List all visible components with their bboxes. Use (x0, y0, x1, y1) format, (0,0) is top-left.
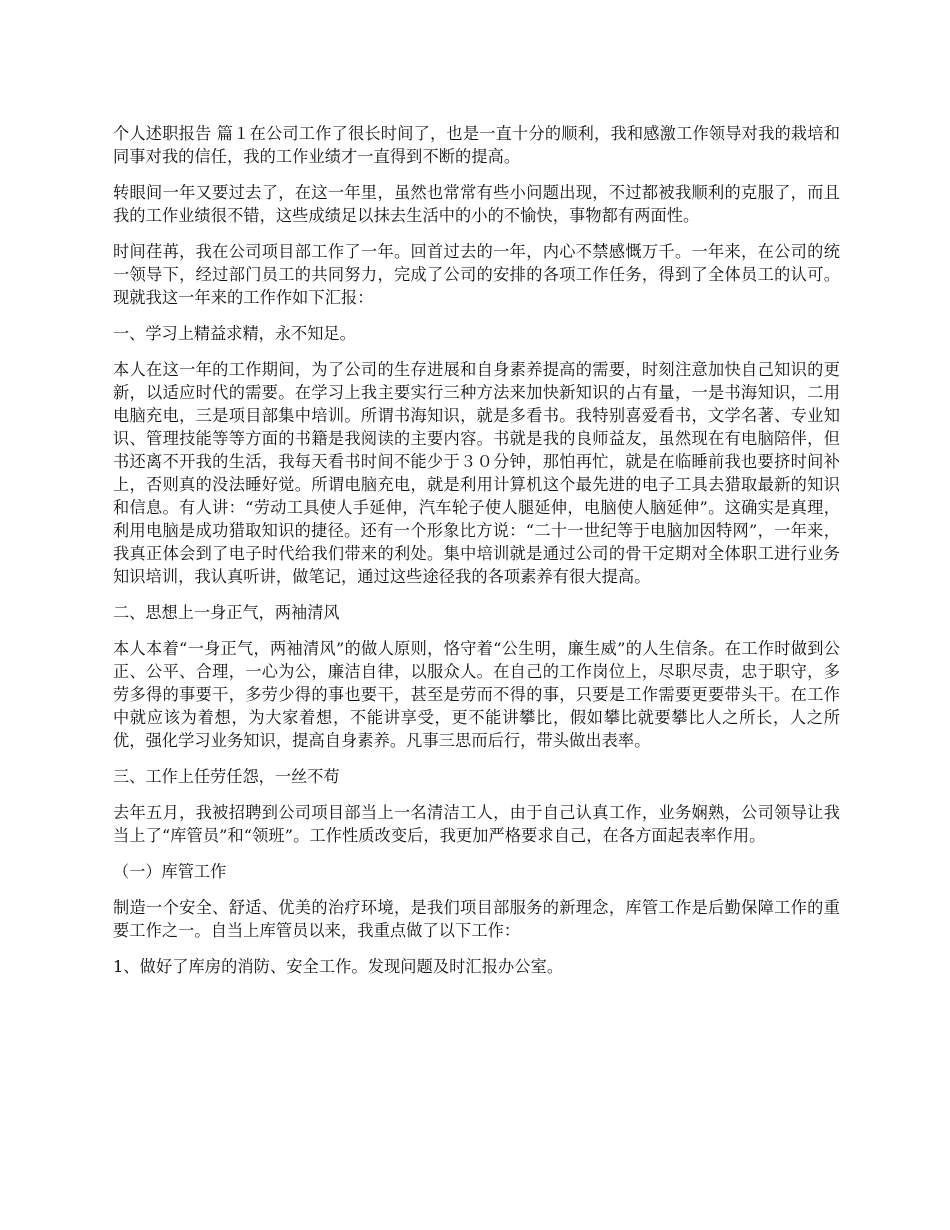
body-paragraph: 时间荏苒，我在公司项目部工作了一年。回首过去的一年，内心不禁感慨万千。一年来，在公司的统一领导下，经过部门员工的共同努力，完成了公司的安排的各项工作任务，得到了全体员工的认可。现就我这一年来的工作作如下汇报： (113, 242, 840, 307)
section-heading-study: 一、学习上精益求精，永不知足。 (113, 324, 356, 343)
intro-paragraph: 个人述职报告 篇１在公司工作了很长时间了，也是一直十分的顺利，我和感激工作领导对我的栽培和同事对我的信任，我的工作业绩才一直得到不断的提高。 (113, 124, 840, 166)
body-paragraph: 本人本着“一身正气，两袖清风”的做人原则，恪守着“公生明，廉生威”的人生信条。在工作时做到公正、公平、合理，一心为公，廉洁自律，以服众人。在自己的工作岗位上，尽职尽责，忠于职守，多劳多得的事要干，多劳少得的事也要干，甚至是劳而不得的事，只要是工作需要更要带头干。在工作中就应该为着想，为大家着想，不能讲享受，更不能讲攀比，假如攀比就要攀比人之所长，人之所优，强化学习业务知识，提高自身素养。凡事三思而后行，带头做出表率。 (113, 639, 840, 750)
section-heading-work: 三、工作上任劳任怨，一丝不苟 (113, 767, 340, 786)
section-heading-ethics: 二、思想上一身正气，两袖清风 (113, 603, 340, 622)
list-item: 1、做好了库房的消防、安全工作。发现问题及时汇报办公室。 (113, 957, 564, 976)
body-paragraph: 转眼间一年又要过去了，在这一年里，虽然也常常有些小问题出现，不过都被我顺利的克服了，而且我的工作业绩很不错，这些成绩足以抹去生活中的小的不愉快，事物都有两面性。 (113, 183, 840, 225)
subsection-heading-warehouse: （一）库管工作 (113, 862, 227, 881)
body-paragraph: 去年五月，我被招聘到公司项目部当上一名清洁工人，由于自己认真工作，业务娴熟，公司领导让我当上了“库管员”和“领班”。工作性质改变后，我更加严格要求自己，在各方面起表率作用。 (113, 803, 840, 845)
body-paragraph: 制造一个安全、舒适、优美的治疗环境，是我们项目部服务的新理念，库管工作是后勤保障工作的重要工作之一。自当上库管员以来，我重点做了以下工作： (113, 898, 840, 940)
body-paragraph: 本人在这一年的工作期间，为了公司的生存进展和自身素养提高的需要，时刻注意加快自己知识的更新，以适应时代的需要。在学习上我主要实行三种方法来加快新知识的占有量，一是书海知识，二用电脑充电，三是项目部集中培训。所谓书海知识，就是多看书。我特别喜爱看书，文学名著、专业知识、管理技能等等方面的书籍是我阅读的主要内容。书就是我的良师益友，虽然现在有电脑陪伴，但书还离不开我的生活，我每天看书时间不能少于３０分钟，那怕再忙，就是在临睡前我也要挤时间补上，否则真的没法睡好觉。所谓电脑充电，就是利用计算机这个最先进的电子工具去猎取最新的知识和信息。有人讲：“劳动工具使人手延伸，汽车轮子使人腿延伸，电脑使人脑延伸”。这确实是真理，利用电脑是成功猎取知识的捷径。还有一个形象比方说：“二十一世纪等于电脑加因特网”，一年来，我真正体会到了电子时代给我们带来的利处。集中培训就是通过公司的骨干定期对全体职工进行业务知识培训，我认真听讲，做笔记，通过这些途径我的各项素养有很大提高。 (113, 360, 840, 586)
document-body (113, 122, 840, 991)
